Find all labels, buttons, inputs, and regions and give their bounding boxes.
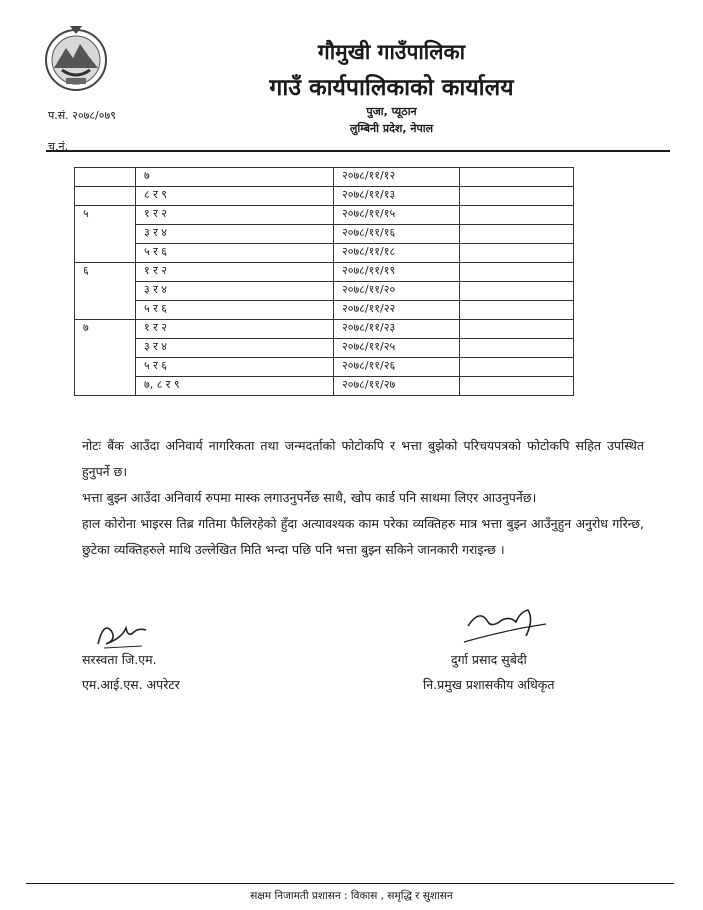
note-paragraph: नोटः बैंक आउँदा अनिवार्य नागरिकता तथा जन्मदर्ताको फोटोकपि र भत्ता बुझेको परिचयपत्रको फोटोकपि सहित उपस्थित हुनुपर्ने छ। (82, 438, 644, 479)
wards-cell: १ र २ (136, 320, 334, 339)
remark-cell (460, 282, 574, 301)
wards-cell: १ र २ (136, 206, 334, 225)
group-cell (75, 187, 136, 206)
date-cell: २०७८/११/१३ (334, 187, 460, 206)
wards-cell: ५ र ६ (136, 358, 334, 377)
date-cell: २०७८/११/२२ (334, 301, 460, 320)
table-row (75, 225, 574, 244)
dispatch-number: च.नं. (48, 140, 69, 153)
table-row (75, 187, 574, 206)
remark-cell (460, 168, 574, 187)
remark-cell (460, 206, 574, 225)
signatory-left-role: एम.आई.एस. अपरेटर (82, 677, 180, 692)
signature-left-icon (94, 614, 150, 654)
address-line-1: पुजा, प्यूठान (366, 105, 417, 118)
payment-schedule-table (74, 167, 574, 396)
table-row (75, 168, 574, 187)
group-cell: ७ (75, 320, 136, 396)
wards-cell: ३ र ४ (136, 282, 334, 301)
address-line-2: लुम्बिनी प्रदेश, नेपाल (349, 122, 434, 135)
wards-cell: ५ र ६ (136, 301, 334, 320)
date-cell: २०७८/११/२३ (334, 320, 460, 339)
group-cell: ६ (75, 263, 136, 320)
signatory-right-role: नि.प्रमुख प्रशासकीय अधिकृत (423, 677, 555, 692)
wards-cell: ३ र ४ (136, 339, 334, 358)
remark-cell (460, 225, 574, 244)
wards-cell: १ र २ (136, 263, 334, 282)
note-paragraph: भत्ता बुझ्न आउँदा अनिवार्य रुपमा मास्क लगाउनुपर्नेछ साथै, खोप कार्ड पनि साथमा लिएर आउनुपर्नेछ। (82, 490, 537, 505)
remark-cell (460, 320, 574, 339)
office-subtitle: गाउँ कार्यपालिकाको कार्यालय (269, 75, 514, 101)
wards-cell: ७, ८ र ९ (136, 377, 334, 396)
remark-cell (460, 187, 574, 206)
footer-divider (26, 883, 674, 884)
table-row (75, 263, 574, 282)
date-cell: २०७८/११/१८ (334, 244, 460, 263)
remark-cell (460, 358, 574, 377)
remark-cell (460, 301, 574, 320)
table-row (75, 377, 574, 396)
group-cell: ५ (75, 206, 136, 263)
table-row (75, 320, 574, 339)
wards-cell: ५ र ६ (136, 244, 334, 263)
wards-cell: ३ र ४ (136, 225, 334, 244)
date-cell: २०७८/११/१२ (334, 168, 460, 187)
date-cell: २०७८/११/१६ (334, 225, 460, 244)
date-cell: २०७८/११/१९ (334, 263, 460, 282)
remark-cell (460, 339, 574, 358)
signatory-left-name: सरस्वता जि.एम. (82, 652, 157, 667)
date-cell: २०७८/११/२७ (334, 377, 460, 396)
table-row (75, 301, 574, 320)
group-cell (75, 168, 136, 187)
date-cell: २०७८/११/१५ (334, 206, 460, 225)
table-row (75, 339, 574, 358)
date-cell: २०७८/११/२६ (334, 358, 460, 377)
table-row (75, 244, 574, 263)
reference-number: प.सं. २०७८/०७९ (48, 109, 116, 122)
office-title: गौमुखी गाउँपालिका (317, 40, 466, 64)
signatory-right-name: दुर्गा प्रसाद सुबेदी (451, 652, 527, 667)
table-row (75, 282, 574, 301)
notes-section (82, 433, 644, 563)
signature-right-icon (462, 598, 550, 648)
date-cell: २०७८/११/२० (334, 282, 460, 301)
remark-cell (460, 263, 574, 282)
note-paragraph: हाल कोरोना भाइरस तिब्र गतिमा फैलिरहेको हुँदा अत्यावश्यक काम परेका व्यक्तिहरु मात्र भत्ता बुझ्न आउँनुहुन अनुरोध गरिन्छ, छुटेका व्यक्तिहरुले माथि उल्लेखित मिति भन्दा पछि पनि भत्ता बुझ्न सकिने जानकारी गराइन्छ । (82, 516, 644, 557)
footer-motto: सक्षम निजामती प्रशासन : विकास , समृद्धि र सुशासन (250, 890, 453, 902)
wards-cell: ८ र ९ (136, 187, 334, 206)
remark-cell (460, 244, 574, 263)
header-divider (46, 150, 670, 152)
wards-cell: ७ (136, 168, 334, 187)
remark-cell (460, 377, 574, 396)
date-cell: २०७८/११/२५ (334, 339, 460, 358)
table-row (75, 358, 574, 377)
table-row (75, 206, 574, 225)
